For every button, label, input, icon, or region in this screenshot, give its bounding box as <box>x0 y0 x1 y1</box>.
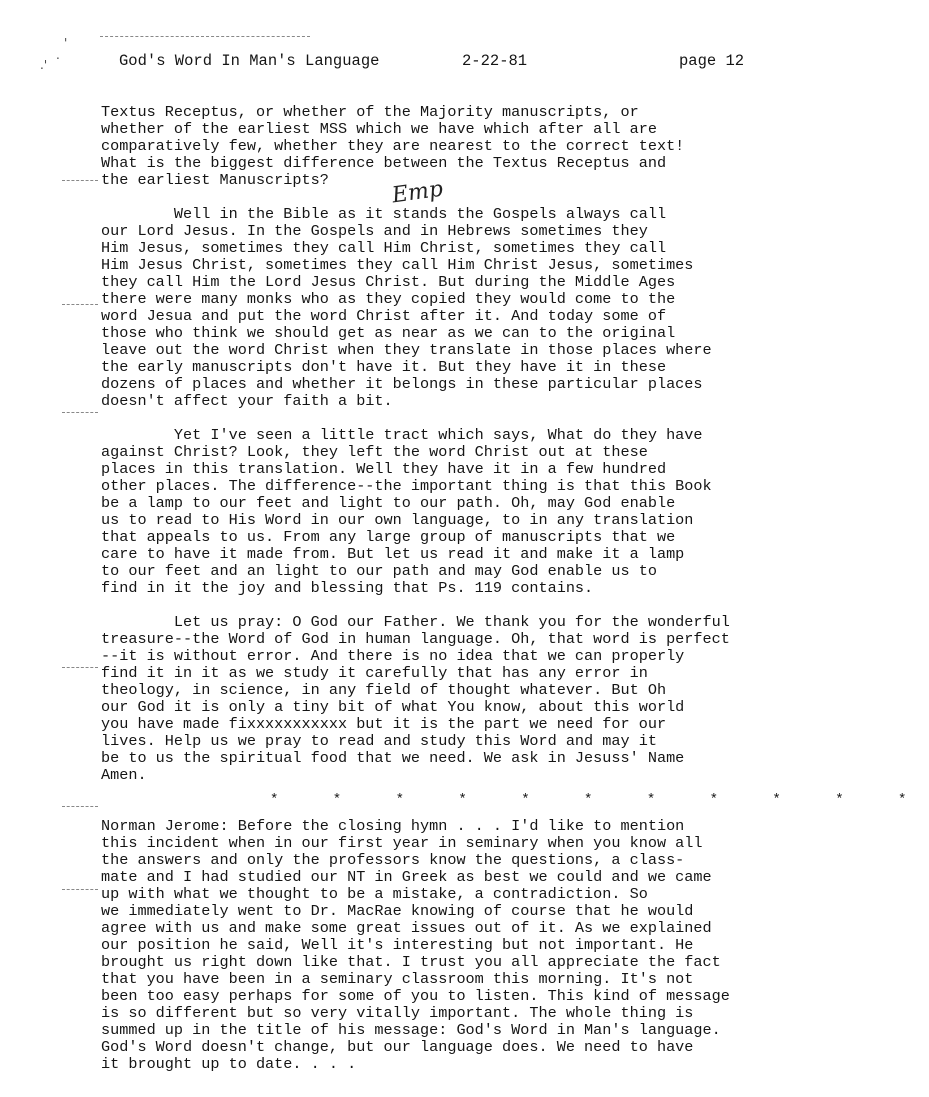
text-line: that appeals to us. From any large group of manuscripts that we <box>101 528 676 546</box>
margin-rule <box>62 412 98 414</box>
text-line: Norman Jerome: Before the closing hymn . . . I'd like to mention <box>101 817 685 835</box>
text-line: Yet I've seen a little tract which says, What do they have <box>101 426 703 444</box>
text-line: be a lamp to our feet and light to our path. Oh, may God enable <box>101 494 676 512</box>
paragraph <box>101 427 836 597</box>
text-line: it brought up to date. . . . <box>101 1055 357 1073</box>
text-line: Him Jesus Christ, sometimes they call Him Christ Jesus, sometimes <box>101 256 694 274</box>
text-line: you have made fixxxxxxxxxxx but it is the part we need for our <box>101 715 667 733</box>
text-line: Let us pray: O God our Father. We thank you for the wonderful <box>101 613 730 631</box>
text-line: those who think we should get as near as we can to the original <box>101 324 676 342</box>
margin-rule <box>62 889 98 891</box>
text-line: mate and I had studied our NT in Greek as best we could and we came <box>101 868 712 886</box>
text-line: comparatively few, whether they are nearest to the correct text! <box>101 137 685 155</box>
text-line: summed up in the title of his message: God's Word in Man's language. <box>101 1021 721 1039</box>
text-line: the earliest Manuscripts? <box>101 171 329 189</box>
text-line: places in this translation. Well they have it in a few hundred <box>101 460 667 478</box>
text-line: us to read to His Word in our own language, to in any translation <box>101 511 694 529</box>
text-line: against Christ? Look, they left the word Christ out at these <box>101 443 648 461</box>
text-line: lives. Help us we pray to read and study this Word and may it <box>101 732 657 750</box>
text-line: been too easy perhaps for some of you to listen. This kind of message <box>101 987 730 1005</box>
margin-rule <box>62 180 98 182</box>
text-line: theology, in science, in any field of thought whatever. But Oh <box>101 681 667 699</box>
text-line: leave out the word Christ when they translate in those places where <box>101 341 712 359</box>
stray-mark: .' <box>40 58 48 72</box>
text-line: treasure--the Word of God in human language. Oh, that word is perfect <box>101 630 730 648</box>
text-line: we immediately went to Dr. MacRae knowing of course that he would <box>101 902 694 920</box>
page-number: page 12 <box>679 52 745 70</box>
text-line: there were many monks who as they copied they would come to the <box>101 290 676 308</box>
text-line: agree with us and make some great issues out of it. As we explained <box>101 919 712 937</box>
text-line: find it in it as we study it carefully that has any error in <box>101 664 648 682</box>
text-line: this incident when in our first year in seminary when you know all <box>101 834 703 852</box>
text-line: Well in the Bible as it stands the Gospels always call <box>101 205 667 223</box>
page-header <box>0 52 854 74</box>
paragraph <box>101 206 836 410</box>
text-line: the answers and only the professors know the questions, a class- <box>101 851 685 869</box>
text-line: they call Him the Lord Jesus Christ. But during the Middle Ages <box>101 273 676 291</box>
text-line: our Lord Jesus. In the Gospels and in Hebrews sometimes they <box>101 222 648 240</box>
section-separator: * * * * * * * * * * * <box>270 792 929 808</box>
paragraph <box>101 104 836 189</box>
text-line: find in it the joy and blessing that Ps. 119 contains. <box>101 579 594 597</box>
text-line: our position he said, Well it's interesting but not important. He <box>101 936 694 954</box>
text-line: is so different but so very vitally important. The whole thing is <box>101 1004 694 1022</box>
text-line: Textus Receptus, or whether of the Majority manuscripts, or <box>101 103 639 121</box>
document-date: 2-22-81 <box>462 52 528 70</box>
text-line: --it is without error. And there is no idea that we can properly <box>101 647 685 665</box>
text-line: whether of the earliest MSS which we have which after all are <box>101 120 657 138</box>
text-line: Him Jesus, sometimes they call Him Christ, sometimes they call <box>101 239 667 257</box>
text-line: to our feet and an light to our path and may God enable us to <box>101 562 657 580</box>
margin-rule <box>62 304 98 306</box>
text-line: care to have it made from. But let us read it and make it a lamp <box>101 545 685 563</box>
text-line: God's Word doesn't change, but our language does. We need to have <box>101 1038 694 1056</box>
margin-rule <box>62 806 98 808</box>
text-line: Amen. <box>101 766 147 784</box>
text-line: be to us the spiritual food that we need. We ask in Jesuss' Name <box>101 749 685 767</box>
text-line: up with what we thought to be a mistake, a contradiction. So <box>101 885 648 903</box>
paragraph <box>101 818 836 1073</box>
document-body <box>101 104 836 1073</box>
text-line: dozens of places and whether it belongs in these particular places <box>101 375 703 393</box>
text-line: the early manuscripts don't have it. But they have it in these <box>101 358 667 376</box>
stray-mark: ' <box>64 36 68 50</box>
paragraph <box>101 614 836 784</box>
text-line: doesn't affect your faith a bit. <box>101 392 393 410</box>
margin-rule <box>62 667 98 669</box>
text-line: What is the biggest difference between the Textus Receptus and <box>101 154 667 172</box>
stray-mark: . <box>56 48 60 62</box>
text-line: our God it is only a tiny bit of what You know, about this world <box>101 698 685 716</box>
handwritten-mark: Emp <box>390 176 445 209</box>
top-rule <box>100 36 310 38</box>
text-line: other places. The difference--the important thing is that this Book <box>101 477 712 495</box>
text-line: that you have been in a seminary classroom this morning. It's not <box>101 970 694 988</box>
text-line: word Jesua and put the word Christ after it. And today some of <box>101 307 667 325</box>
text-line: brought us right down like that. I trust you all appreciate the fact <box>101 953 721 971</box>
document-title: God's Word In Man's Language <box>119 52 380 70</box>
